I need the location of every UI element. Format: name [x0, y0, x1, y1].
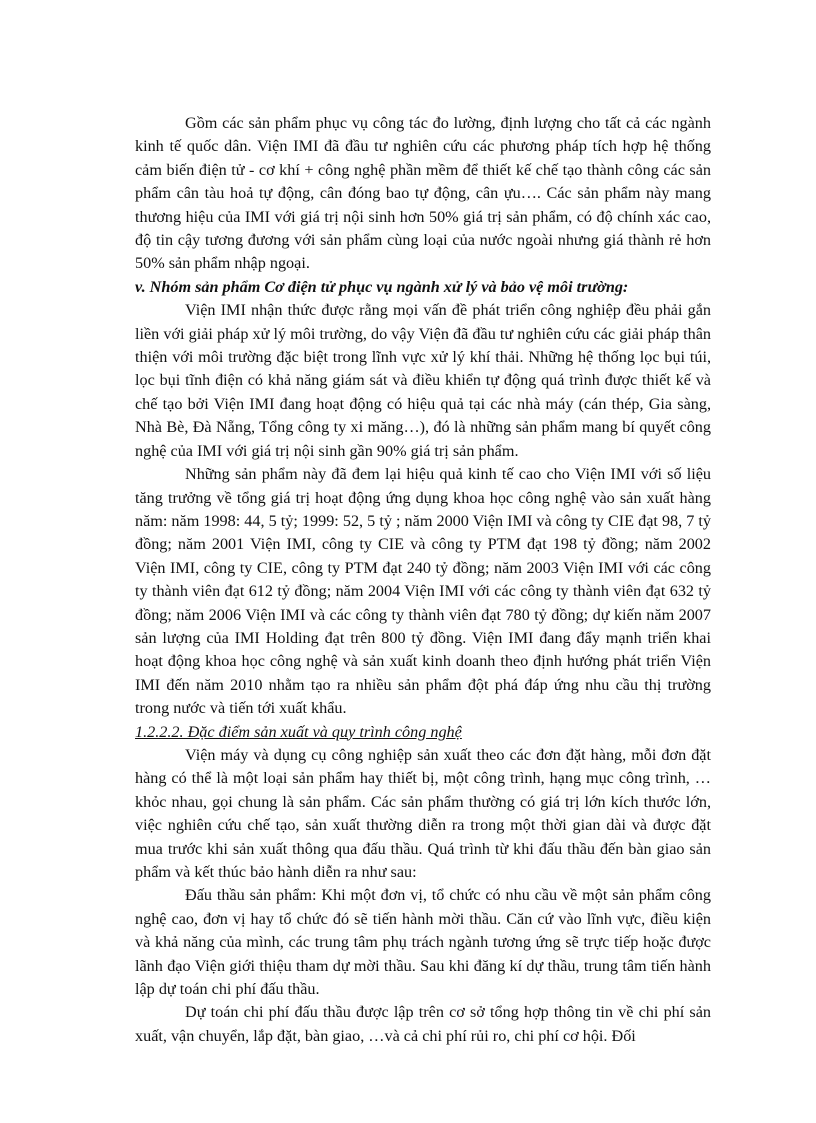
paragraph-bidding: Đấu thầu sản phẩm: Khi một đơn vị, tổ chức có nhu cầu về một sản phẩm công nghệ cao, đơn vị hay tổ chức đó sẽ tiến hành mời thầu. Căn cứ vào lĩnh vực, điều kiện và khả năng của mình, các trung tâm phụ trách ngành tương ứng sẽ trực tiếp hoặc được lãnh đạo Viện giới thiệu tham dự mời thầu. Sau khi đăng kí dự thầu, trung tâm tiến hành lập dự toán chi phí đấu thầu. [135, 886, 711, 999]
paragraph-environment-products: Viện IMI nhận thức được rằng mọi vấn đề phát triển công nghiệp đều phải gắn liền với giải pháp xử lý môi trường, do vậy Viện đã đầu tư nghiên cứu các giải pháp thân thiện với môi trường đặc biệt trong lĩnh vực xử lý khí thải. Những hệ thống lọc bụi túi, lọc bụi tĩnh điện có khả năng giám sát và điều khiển tự động quá trình được thiết kế và chế tạo bởi Viện IMI đang hoạt động có hiệu quả tại các nhà máy (cán thép, Gia sàng, Nhà Bè, Đà Nẵng, Tổng công ty xi măng…), đó là những sản phẩm mang bí quyết công nghệ của IMI với giá trị nội sinh gần 90% giá trị sản phẩm. [135, 301, 711, 460]
section-heading-production: 1.2.2.2. Đặc điểm sản xuất và quy trình công nghệ [135, 722, 462, 741]
paragraph-bid-estimate: Dự toán chi phí đấu thầu được lập trên cơ sở tổng hợp thông tin về chi phí sản xuất, vận chuyển, lắp đặt, bàn giao, …và cả chi phí rủi ro, chi phí cơ hội. Đối [135, 1003, 711, 1045]
document-body [135, 112, 711, 1048]
paragraph-growth-figures: Những sản phẩm này đã đem lại hiệu quả kinh tế cao cho Viện IMI với số liệu tăng trưởng về tổng giá trị hoạt động ứng dụng khoa học công nghệ vào sản xuất hàng năm: năm 1998: 44, 5 tỷ; 1999: 52, 5 tỷ ; năm 2000 Viện IMI và công ty CIE đạt 98, 7 tỷ đồng; năm 2001 Viện IMI, công ty CIE và công ty PTM đạt 198 tỷ đồng; năm 2002 Viện IMI, công ty CIE, công ty PTM đạt 240 tỷ đồng; năm 2003 Viện IMI với các công ty thành viên đạt 612 tỷ đồng; năm 2004 Viện IMI với các công ty thành viên đạt 632 tỷ đồng; năm 2006 Viện IMI và các công ty thành viên đạt 780 tỷ đồng; dự kiến năm 2007 sản lượng của IMI Holding đạt trên 800 tỷ đồng. Viện IMI đang đẩy mạnh triển khai hoạt động khoa học công nghệ và sản xuất kinh doanh theo định hướng phát triển Viện IMI đến năm 2010 nhằm tạo ra nhiều sản phẩm đột phá đáp ứng nhu cầu thị trường trong nước và tiến tới xuất khẩu. [135, 465, 711, 718]
paragraph-measuring-products: Gồm các sản phẩm phục vụ công tác đo lường, định lượng cho tất cả các ngành kinh tế quốc dân. Viện IMI đã đầu tư nghiên cứu các phương pháp tích hợp hệ thống cảm biến điện tử - cơ khí + công nghệ phần mềm để thiết kế chế tạo thành công các sản phẩm cân tàu hoả tự động, cân đóng bao tự động, cân ựu…. Các sản phẩm này mang thương hiệu của IMI với giá trị nội sinh hơn 50% giá trị sản phẩm, có độ chính xác cao, độ tin cậy tương đương với sản phẩm cùng loại của nước ngoài nhưng giá thành rẻ hơn 50% sản phẩm nhập ngoại. [135, 114, 711, 273]
paragraph-production-orders: Viện máy và dụng cụ công nghiệp sản xuất theo các đơn đặt hàng, mỗi đơn đặt hàng có thể là một loại sản phẩm hay thiết bị, một công trình, hạng mục công trình, …khỏc nhau, gọi chung là sản phẩm. Các sản phẩm thường có giá trị lớn kích thước lớn, việc nghiên cứu chế tạo, sản xuất thường diễn ra trong một thời gian dài và được đặt mua trước khi sản xuất thông qua đấu thầu. Quá trình từ khi đấu thầu đến bàn giao sản phẩm và kết thúc bảo hành diễn ra như sau: [135, 745, 711, 881]
section-heading-environment: v. Nhóm sản phẩm Cơ điện tử phục vụ ngành xử lý và bảo vệ môi trường: [135, 277, 629, 296]
